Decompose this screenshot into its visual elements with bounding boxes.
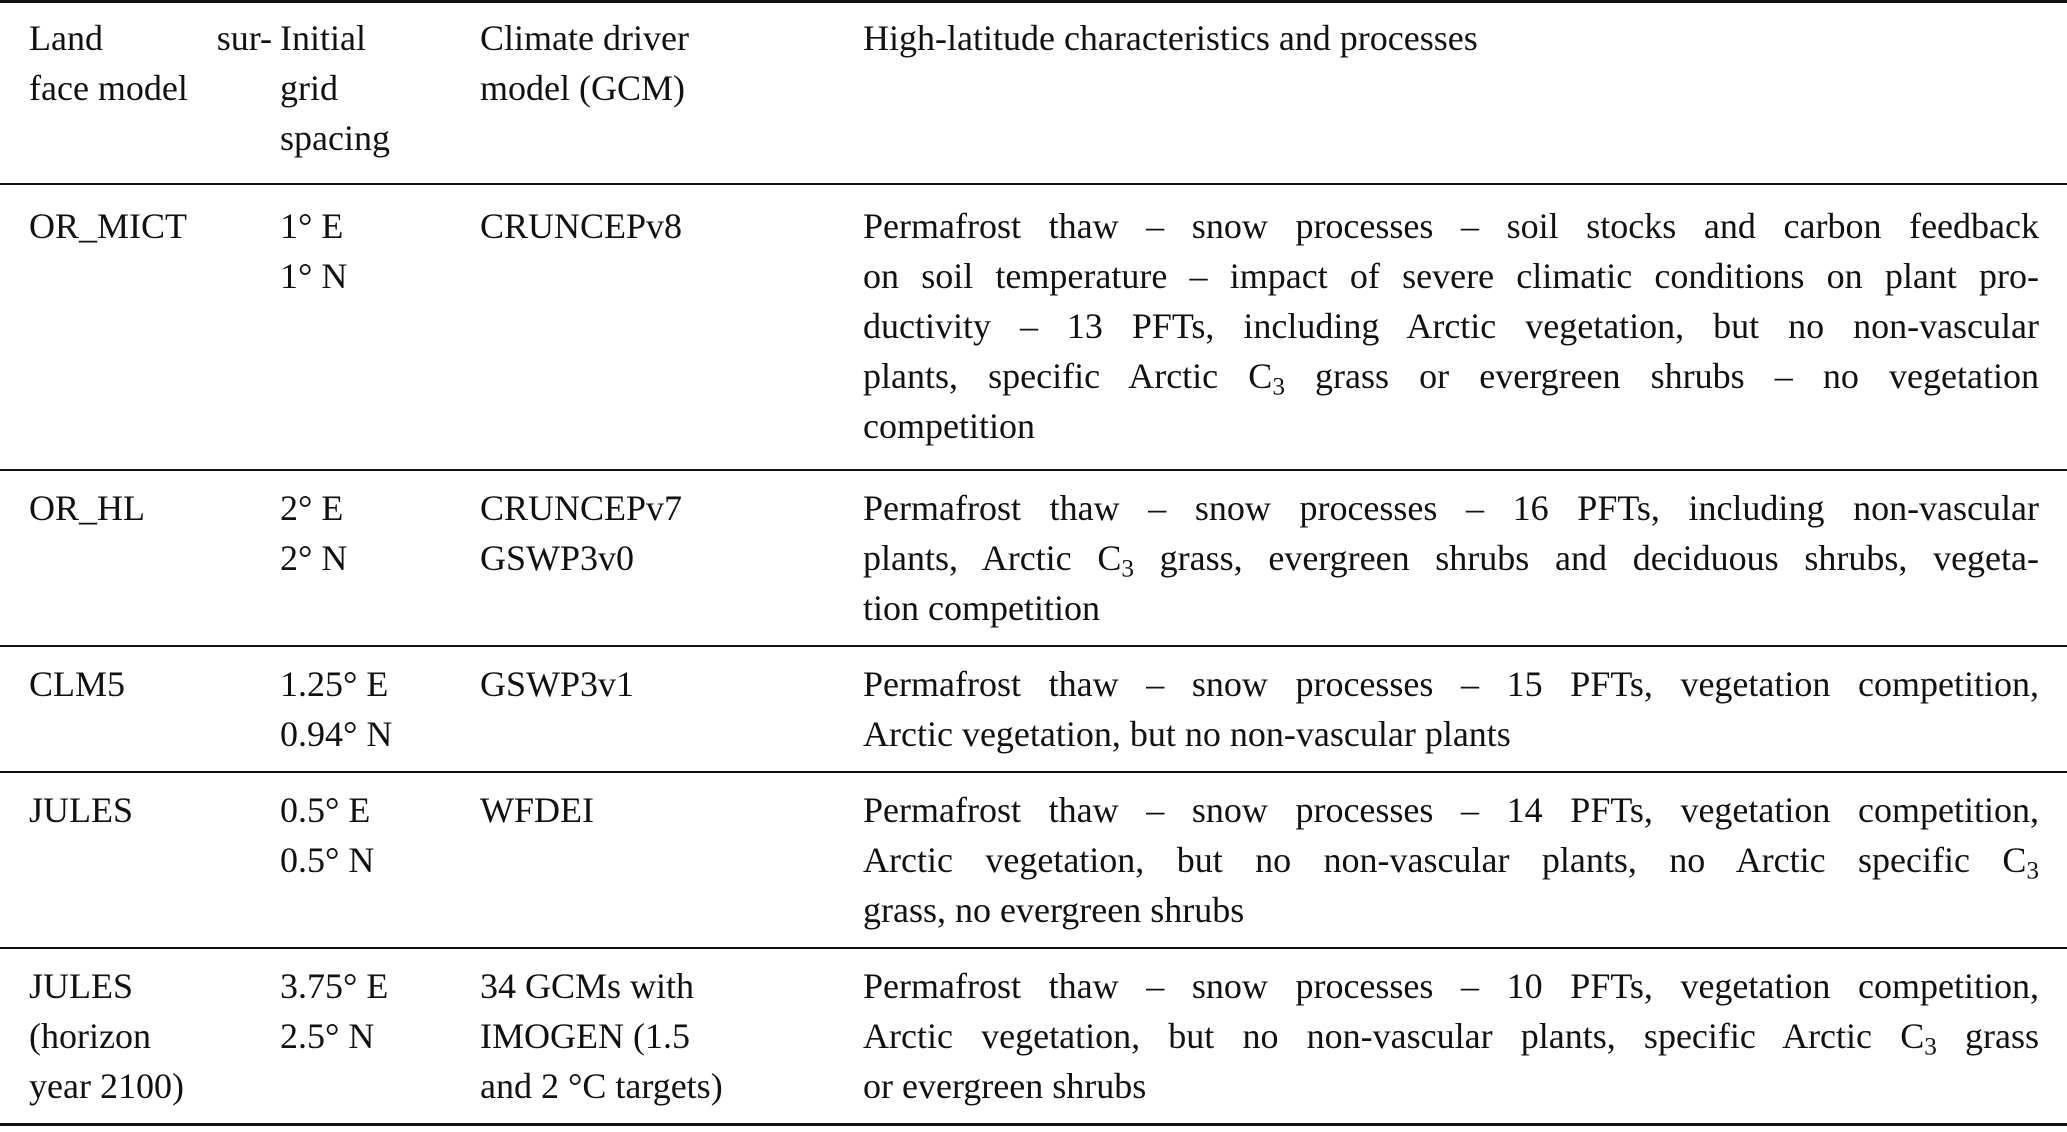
- cell-text-line: 3.75° E: [280, 966, 389, 1006]
- table-row: [0, 646, 2067, 772]
- table-row: [0, 470, 2067, 646]
- cell-text-line: 0.94° N: [280, 714, 393, 754]
- cell-text-line: 0.5° N: [280, 840, 375, 880]
- cell-text-line: Permafrost thaw – snow processes – 10 PFTs, vegetation competition,: [863, 966, 2039, 1006]
- cell-model: [0, 948, 280, 1125]
- cell-text-line: 34 GCMs with: [480, 966, 695, 1006]
- cell-grid-spacing: [280, 184, 480, 470]
- cell-text-line: 2° N: [280, 538, 348, 578]
- cell-text-line: JULES: [29, 790, 134, 830]
- text-segment: grass or evergreen shrubs – no vegetation: [1284, 356, 2039, 396]
- cell-text-line: Permafrost thaw – snow processes – soil stocks and carbon feedback: [863, 206, 2039, 246]
- text-segment: grass, evergreen shrubs and deciduous shrubs, vegeta-: [1133, 538, 2039, 578]
- cell-text-line: 2.5° N: [280, 1016, 375, 1056]
- cell-text-line: [863, 351, 2039, 401]
- cell-text-line: JULES: [29, 966, 134, 1006]
- cell-text-line: Permafrost thaw – snow processes – 14 PFTs, vegetation competition,: [863, 790, 2039, 830]
- cell-text-line: [863, 533, 2039, 583]
- subscript: 3: [1924, 1033, 1937, 1061]
- header-text-line: grid: [280, 68, 338, 108]
- table-row: [0, 772, 2067, 948]
- cell-text-line: CLM5: [29, 664, 126, 704]
- cell-text-line: Permafrost thaw – snow processes – 15 PFTs, vegetation competition,: [863, 664, 2039, 704]
- cell-text-line: and 2 °C targets): [480, 1066, 723, 1106]
- cell-text-line: grass, no evergreen shrubs: [863, 890, 1245, 930]
- text-segment: grass: [1936, 1016, 2039, 1056]
- cell-model: [0, 470, 280, 646]
- cell-climate-driver: [480, 470, 863, 646]
- cell-text-line: 1.25° E: [280, 664, 389, 704]
- cell-text-line: 1° E: [280, 206, 344, 246]
- text-segment: Arctic vegetation, but no non-vascular plants, no Arctic specific C: [863, 840, 2027, 880]
- cell-climate-driver: [480, 646, 863, 772]
- table-row: [0, 184, 2067, 470]
- cell-text-line: CRUNCEPv8: [480, 206, 683, 246]
- subscript: 3: [1272, 373, 1285, 401]
- header-land-surface-model: [0, 2, 280, 185]
- cell-text-line: (horizon: [29, 1016, 151, 1056]
- cell-text-line: ductivity – 13 PFTs, including Arctic vegetation, but no non-vascular: [863, 306, 2039, 346]
- cell-text-line: 1° N: [280, 256, 348, 296]
- cell-text-line: or evergreen shrubs: [863, 1066, 1147, 1106]
- header-high-latitude-processes: [863, 2, 2067, 185]
- cell-text-line: CRUNCEPv7: [480, 488, 683, 528]
- cell-text-line: 0.5° E: [280, 790, 371, 830]
- cell-text-line: OR_MICT: [29, 206, 188, 246]
- header-text-line: model (GCM): [480, 68, 685, 108]
- cell-model: [0, 772, 280, 948]
- table-row: [0, 948, 2067, 1125]
- header-climate-driver-model: [480, 2, 863, 185]
- cell-model: [0, 184, 280, 470]
- cell-text-line: Arctic vegetation, but no non-vascular plants: [863, 714, 1511, 754]
- header-text-line: Initial: [280, 18, 366, 58]
- cell-climate-driver: [480, 184, 863, 470]
- cell-text-line: WFDEI: [480, 790, 594, 830]
- header-text-line: High-latitude characteristics and processes: [863, 18, 1478, 58]
- cell-grid-spacing: [280, 772, 480, 948]
- cell-climate-driver: [480, 948, 863, 1125]
- text-segment: Arctic vegetation, but no non-vascular plants, specific Arctic C: [863, 1016, 1925, 1056]
- cell-grid-spacing: [280, 646, 480, 772]
- cell-text-line: [863, 835, 2039, 885]
- cell-processes: [863, 948, 2067, 1125]
- table-header-row: [0, 2, 2067, 185]
- cell-text-line: [863, 1011, 2039, 1061]
- cell-processes: [863, 184, 2067, 470]
- cell-processes: [863, 646, 2067, 772]
- header-text-line: spacing: [280, 118, 390, 158]
- subscript: 3: [2026, 857, 2039, 885]
- cell-grid-spacing: [280, 948, 480, 1125]
- cell-text-line: tion competition: [863, 588, 1100, 628]
- header-text-line: Climate driver: [480, 18, 689, 58]
- header-initial-grid-spacing: [280, 2, 480, 185]
- cell-text-line: competition: [863, 406, 1035, 446]
- cell-text-line: Permafrost thaw – snow processes – 16 PFTs, including non-vascular: [863, 488, 2039, 528]
- cell-grid-spacing: [280, 470, 480, 646]
- cell-text-line: on soil temperature – impact of severe climatic conditions on plant pro-: [863, 256, 2039, 296]
- text-segment: plants, Arctic C: [863, 538, 1122, 578]
- cell-climate-driver: [480, 772, 863, 948]
- subscript: 3: [1121, 555, 1134, 583]
- cell-model: [0, 646, 280, 772]
- cell-text-line: OR_HL: [29, 488, 145, 528]
- cell-processes: [863, 772, 2067, 948]
- cell-text-line: GSWP3v0: [480, 538, 635, 578]
- cell-processes: [863, 470, 2067, 646]
- table-body: [0, 184, 2067, 1125]
- cell-text-line: GSWP3v1: [480, 664, 635, 704]
- cell-text-line: 2° E: [280, 488, 344, 528]
- header-text-line: Land sur-: [29, 18, 272, 58]
- cell-text-line: year 2100): [29, 1066, 184, 1106]
- text-segment: plants, specific Arctic C: [863, 356, 1273, 396]
- cell-text-line: IMOGEN (1.5: [480, 1016, 690, 1056]
- header-text-line: face model: [29, 68, 188, 108]
